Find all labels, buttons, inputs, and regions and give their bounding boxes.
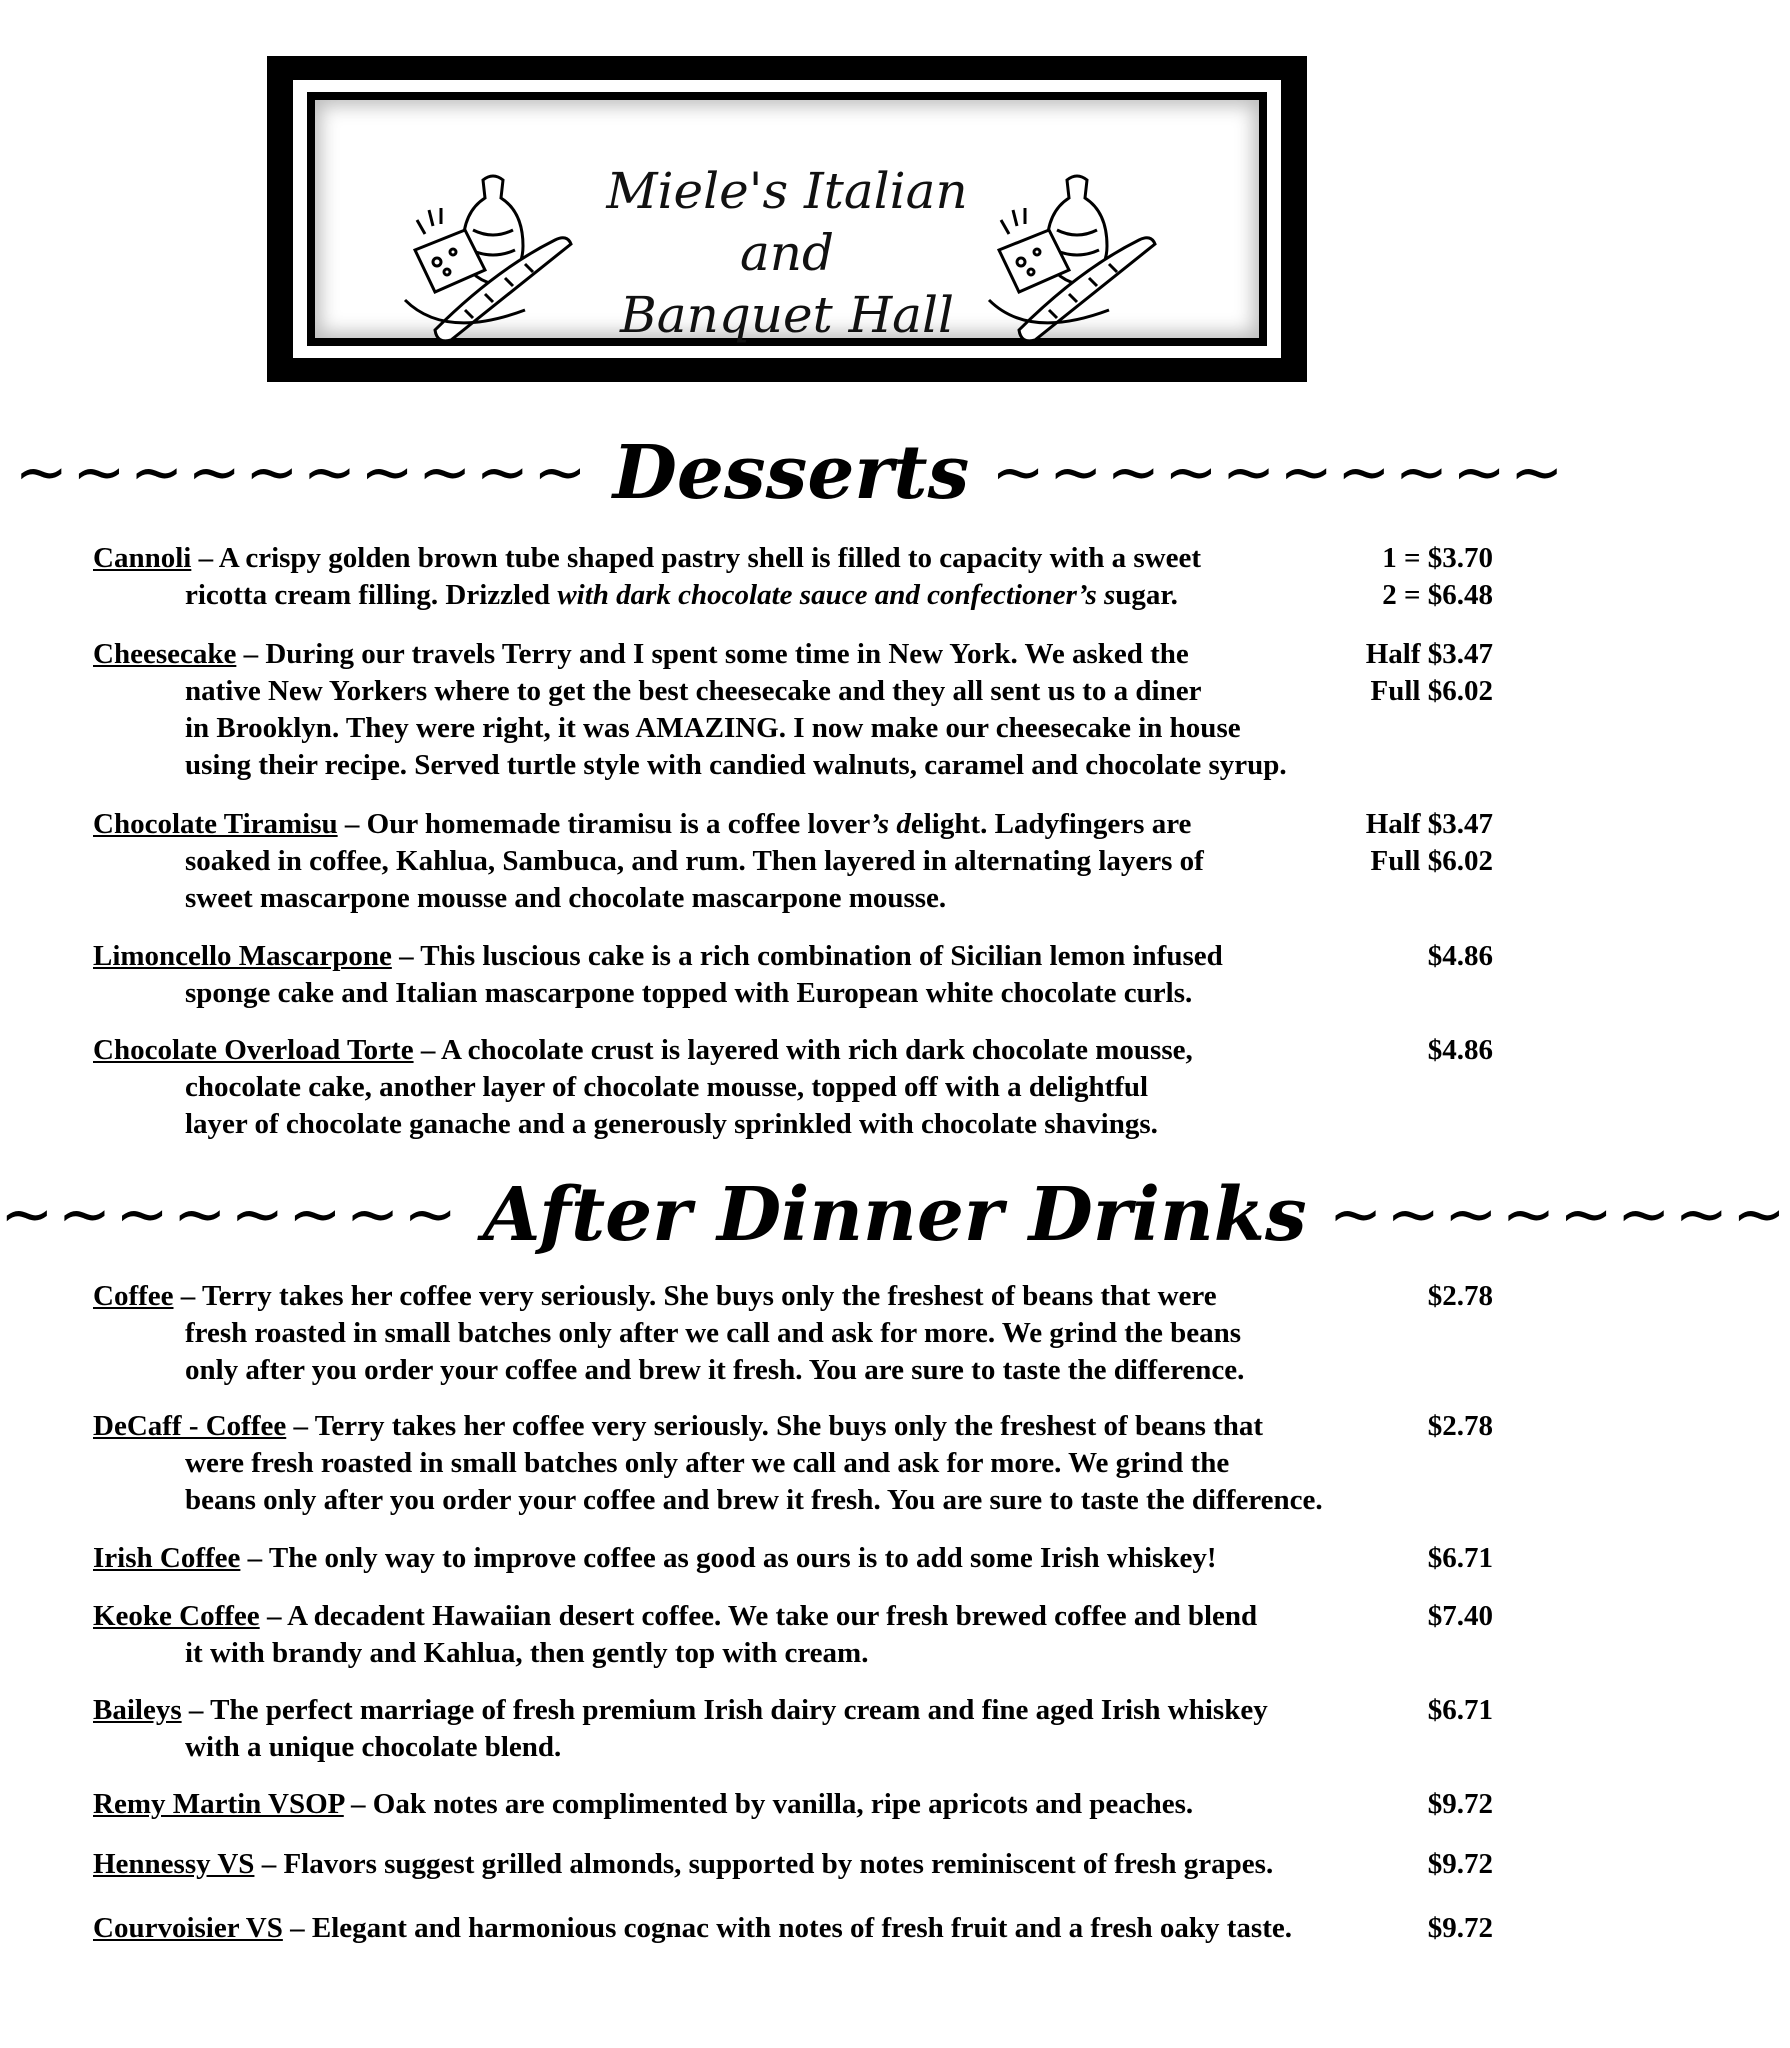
item-description: ugar.: [1115, 579, 1178, 611]
price: $6.71: [1427, 1694, 1493, 1726]
item-description: – During our travels Terry and I spent some time in New York. We asked the: [236, 638, 1189, 670]
price: $4.86: [1427, 1034, 1493, 1066]
price: $4.86: [1427, 940, 1493, 972]
item-description: only after you order your coffee and brew it fresh. You are sure to taste the difference.: [185, 1354, 1245, 1386]
item-price: [1293, 1408, 1493, 1445]
item-price: [1293, 1540, 1493, 1577]
price-full: Full $6.02: [1370, 845, 1493, 877]
wine-cheese-bread-illustration: [979, 160, 1179, 360]
menu-item-hennessy-vs: [93, 1846, 1493, 1883]
item-description: sponge cake and Italian mascarpone topped with European white chocolate curls.: [185, 977, 1193, 1009]
item-price: [1293, 1786, 1493, 1823]
price: $2.78: [1427, 1280, 1493, 1312]
restaurant-name-line-3: Banquet Hall: [620, 286, 954, 344]
item-name: Keoke Coffee: [93, 1600, 260, 1632]
item-description: were fresh roasted in small batches only after we call and ask for more. We grind the: [185, 1447, 1230, 1479]
item-description: – Our homemade tiramisu is a coffee lover: [337, 808, 871, 840]
item-description: – Flavors suggest grilled almonds, supported by notes reminiscent of fresh grapes.: [254, 1848, 1274, 1880]
item-description: it with brandy and Kahlua, then gently top with cream.: [185, 1637, 869, 1669]
item-name: Remy Martin VSOP: [93, 1788, 344, 1820]
price: $7.40: [1427, 1600, 1493, 1632]
menu-item-courvoisier-vs: [93, 1910, 1493, 1947]
item-description: – Oak notes are complimented by vanilla, ripe apricots and peaches.: [343, 1788, 1194, 1820]
price: $2.78: [1427, 1410, 1493, 1442]
price-full: Full $6.02: [1370, 675, 1493, 707]
menu-item-coffee: [93, 1278, 1493, 1389]
price: $9.72: [1427, 1912, 1493, 1944]
item-description: layer of chocolate ganache and a generously sprinkled with chocolate shavings.: [185, 1108, 1158, 1140]
item-description: sweet mascarpone mousse and chocolate mascarpone mousse.: [185, 882, 947, 914]
item-name: Courvoisier VS: [93, 1912, 283, 1944]
restaurant-name: [535, 160, 1039, 346]
menu-item-cannoli: [93, 540, 1493, 614]
menu-item-cheesecake: [93, 636, 1493, 784]
item-name: Cannoli: [93, 542, 192, 574]
item-name: DeCaff - Coffee: [93, 1410, 287, 1442]
item-price: [1293, 540, 1493, 614]
price-half: Half $3.47: [1365, 808, 1493, 840]
restaurant-name-line-2: and: [739, 224, 835, 282]
item-description: in Brooklyn. They were right, it was AMAZING. I now make our cheesecake in house: [185, 712, 1241, 744]
item-description-italic: ’s d: [870, 808, 911, 840]
item-description: soaked in coffee, Kahlua, Sambuca, and rum. Then layered in alternating layers of: [185, 845, 1204, 877]
item-description: fresh roasted in small batches only after we call and ask for more. We grind the beans: [185, 1317, 1242, 1349]
desserts-heading: [0, 430, 1582, 516]
item-price: [1293, 1278, 1493, 1315]
item-description: – This luscious cake is a rich combination of Sicilian lemon infused: [391, 940, 1223, 972]
item-description: native New Yorkers where to get the best cheesecake and they all sent us to a diner: [185, 675, 1202, 707]
menu-item-remy-martin-vsop: [93, 1786, 1493, 1823]
item-price: [1293, 1598, 1493, 1635]
drinks-title: After Dinner Drinks: [483, 1172, 1307, 1258]
item-price: [1293, 1692, 1493, 1729]
menu-item-chocolate-overload-torte: [93, 1032, 1493, 1143]
price: $9.72: [1427, 1788, 1493, 1820]
menu-item-limoncello-mascarpone: [93, 938, 1493, 1012]
price-double: 2 = $6.48: [1382, 579, 1493, 611]
price: $6.71: [1427, 1542, 1493, 1574]
item-name: Irish Coffee: [93, 1542, 241, 1574]
tilde-divider-right: ~~~~~~~~: [1328, 1178, 1790, 1252]
item-price: [1293, 1910, 1493, 1947]
item-name: Baileys: [93, 1694, 182, 1726]
item-description: – Elegant and harmonious cognac with notes of fresh fruit and a fresh oaky taste.: [282, 1912, 1292, 1944]
drinks-heading: [0, 1172, 1790, 1258]
item-name: Chocolate Overload Torte: [93, 1034, 414, 1066]
item-description: – Terry takes her coffee very seriously. She buys only the freshest of beans that: [286, 1410, 1264, 1442]
item-price: [1293, 1032, 1493, 1069]
item-description: – A crispy golden brown tube shaped pastry shell is filled to capacity with a sweet: [191, 542, 1202, 574]
item-name: Chocolate Tiramisu: [93, 808, 338, 840]
menu-item-baileys: [93, 1692, 1493, 1766]
price-single: 1 = $3.70: [1382, 542, 1493, 574]
item-price: [1293, 636, 1493, 710]
item-description: with a unique chocolate blend.: [185, 1731, 562, 1763]
item-description: – The perfect marriage of fresh premium Irish dairy cream and fine aged Irish whiskey: [181, 1694, 1268, 1726]
desserts-title: Desserts: [612, 430, 970, 516]
item-name: Coffee: [93, 1280, 174, 1312]
item-description-italic: with dark chocolate sauce and confectioner’s s: [557, 579, 1116, 611]
tilde-divider-right: ~~~~~~~~~~: [991, 436, 1568, 510]
item-description: – A chocolate crust is layered with rich dark chocolate mousse,: [413, 1034, 1193, 1066]
menu-item-decaff-coffee: [93, 1408, 1493, 1519]
menu-item-chocolate-tiramisu: [93, 806, 1493, 917]
item-price: [1293, 1846, 1493, 1883]
header-banner: [267, 56, 1307, 382]
tilde-divider-left: ~~~~~~~~: [0, 1178, 461, 1252]
price-half: Half $3.47: [1365, 638, 1493, 670]
item-description: – The only way to improve coffee as good as ours is to add some Irish whiskey!: [240, 1542, 1217, 1574]
menu-item-keoke-coffee: [93, 1598, 1493, 1672]
item-price: [1293, 938, 1493, 975]
item-description: using their recipe. Served turtle style with candied walnuts, caramel and chocolate syrup.: [185, 749, 1287, 781]
item-name: Hennessy VS: [93, 1848, 255, 1880]
restaurant-name-line-1: Miele's Italian: [606, 162, 968, 220]
item-price: [1293, 806, 1493, 880]
item-description: beans only after you order your coffee and brew it fresh. You are sure to taste the difference.: [185, 1484, 1323, 1516]
banner-panel: [315, 100, 1259, 344]
item-description: chocolate cake, another layer of chocolate mousse, topped off with a delightful: [185, 1071, 1149, 1103]
item-name: Cheesecake: [93, 638, 237, 670]
item-description: – Terry takes her coffee very seriously. She buys only the freshest of beans that were: [173, 1280, 1217, 1312]
item-name: Limoncello Mascarpone: [93, 940, 392, 972]
item-description: elight. Ladyfingers are: [910, 808, 1192, 840]
menu-item-irish-coffee: [93, 1540, 1493, 1577]
price: $9.72: [1427, 1848, 1493, 1880]
item-description: ricotta cream filling. Drizzled: [185, 579, 558, 611]
tilde-divider-left: ~~~~~~~~~~: [14, 436, 591, 510]
item-description: – A decadent Hawaiian desert coffee. We take our fresh brewed coffee and blend: [259, 1600, 1258, 1632]
